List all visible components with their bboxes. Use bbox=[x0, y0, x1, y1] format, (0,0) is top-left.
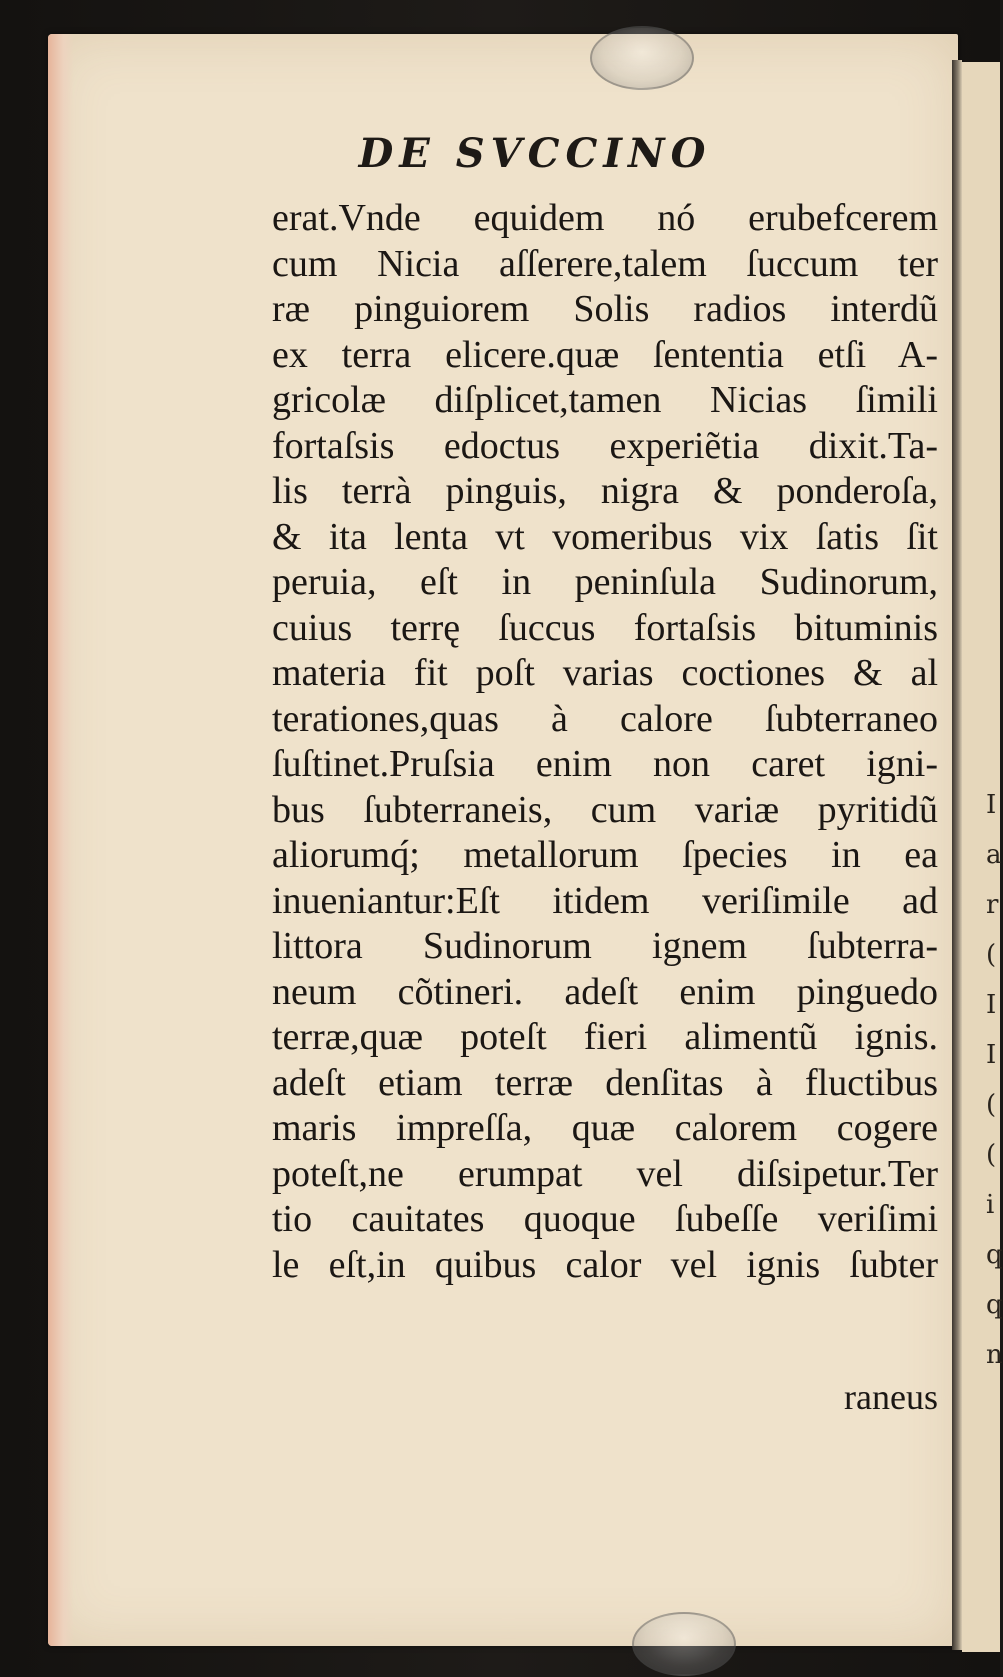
body-text bbox=[272, 196, 938, 1288]
facing-letter: n bbox=[986, 1340, 1003, 1370]
text-line: erat.Vnde equidem nó erubefcerem bbox=[272, 197, 938, 239]
text-line: ſuſtinet.Pruſsia enim non caret igni- bbox=[272, 743, 938, 785]
facing-letter: I bbox=[986, 790, 997, 820]
text-line: materia fit poſt varias coctiones & al bbox=[272, 652, 938, 694]
facing-letter: ( bbox=[986, 1140, 997, 1170]
facing-letter: a bbox=[986, 840, 1002, 870]
facing-letter: ( bbox=[986, 1090, 997, 1120]
facing-letter: r bbox=[986, 890, 999, 920]
text-line: lis terrà pinguis, nigra & ponderoſa, bbox=[272, 470, 938, 512]
page-clip-top bbox=[590, 26, 694, 90]
facing-letter: q bbox=[986, 1290, 1003, 1320]
facing-letter: q bbox=[986, 1240, 1003, 1270]
text-line: ræ pinguiorem Solis radios interdũ bbox=[272, 288, 938, 330]
text-line: littora Sudinorum ignem ſubterra- bbox=[272, 925, 938, 967]
text-line: fortaſsis edoctus experiẽtia dixit.Ta- bbox=[272, 424, 938, 467]
text-line: adeſt etiam terræ denſitas à fluctibus bbox=[272, 1061, 938, 1104]
catchword: raneus bbox=[844, 1377, 938, 1417]
page-clip-bottom bbox=[632, 1612, 736, 1676]
text-line: le eſt,in quibus calor vel ignis ſubter bbox=[272, 1243, 938, 1286]
facing-letter: i bbox=[986, 1190, 995, 1220]
text-line: terræ,quæ poteſt fieri alimentũ ignis. bbox=[272, 1016, 938, 1058]
text-line: poteſt,ne erumpat vel diſsipetur.Ter bbox=[272, 1152, 938, 1195]
text-line: gricolæ diſplicet,tamen Nicias ſimili bbox=[272, 379, 938, 421]
text-line: cum Nicia aſſerere,talem ſuccum ter bbox=[272, 242, 938, 285]
text-line: peruia, eſt in peninſula Sudinorum, bbox=[272, 561, 938, 603]
text-line: bus ſubterraneis, cum variæ pyritidũ bbox=[272, 788, 938, 831]
text-line: terationes,quas à calore ſubterraneo bbox=[272, 697, 938, 740]
book-gutter bbox=[952, 60, 962, 1650]
text-line: maris impreſſa, quæ calorem cogere bbox=[272, 1107, 938, 1149]
facing-page-letters bbox=[986, 780, 1003, 1380]
facing-letter: ( bbox=[986, 940, 997, 970]
text-line: ex terra elicere.quæ ſententia etſi A- bbox=[272, 333, 938, 376]
running-head: DE SVCCINO bbox=[358, 130, 712, 177]
text-line: aliorumq́; metallorum ſpecies in ea bbox=[272, 834, 938, 876]
text-line: & ita lenta vt vomeribus vix ſatis ſit bbox=[272, 515, 938, 558]
text-line: cuius terrę ſuccus fortaſsis bituminis bbox=[272, 606, 938, 649]
facing-letter: I bbox=[986, 990, 997, 1020]
text-line: inueniantur:Eſt itidem veriſimile ad bbox=[272, 879, 938, 922]
facing-letter: I bbox=[986, 1040, 997, 1070]
text-line: neum cõtineri. adeſt enim pinguedo bbox=[272, 970, 938, 1013]
page-edge bbox=[48, 34, 74, 1646]
text-line: tio cauitates quoque ſubeſſe veriſimi bbox=[272, 1198, 938, 1240]
